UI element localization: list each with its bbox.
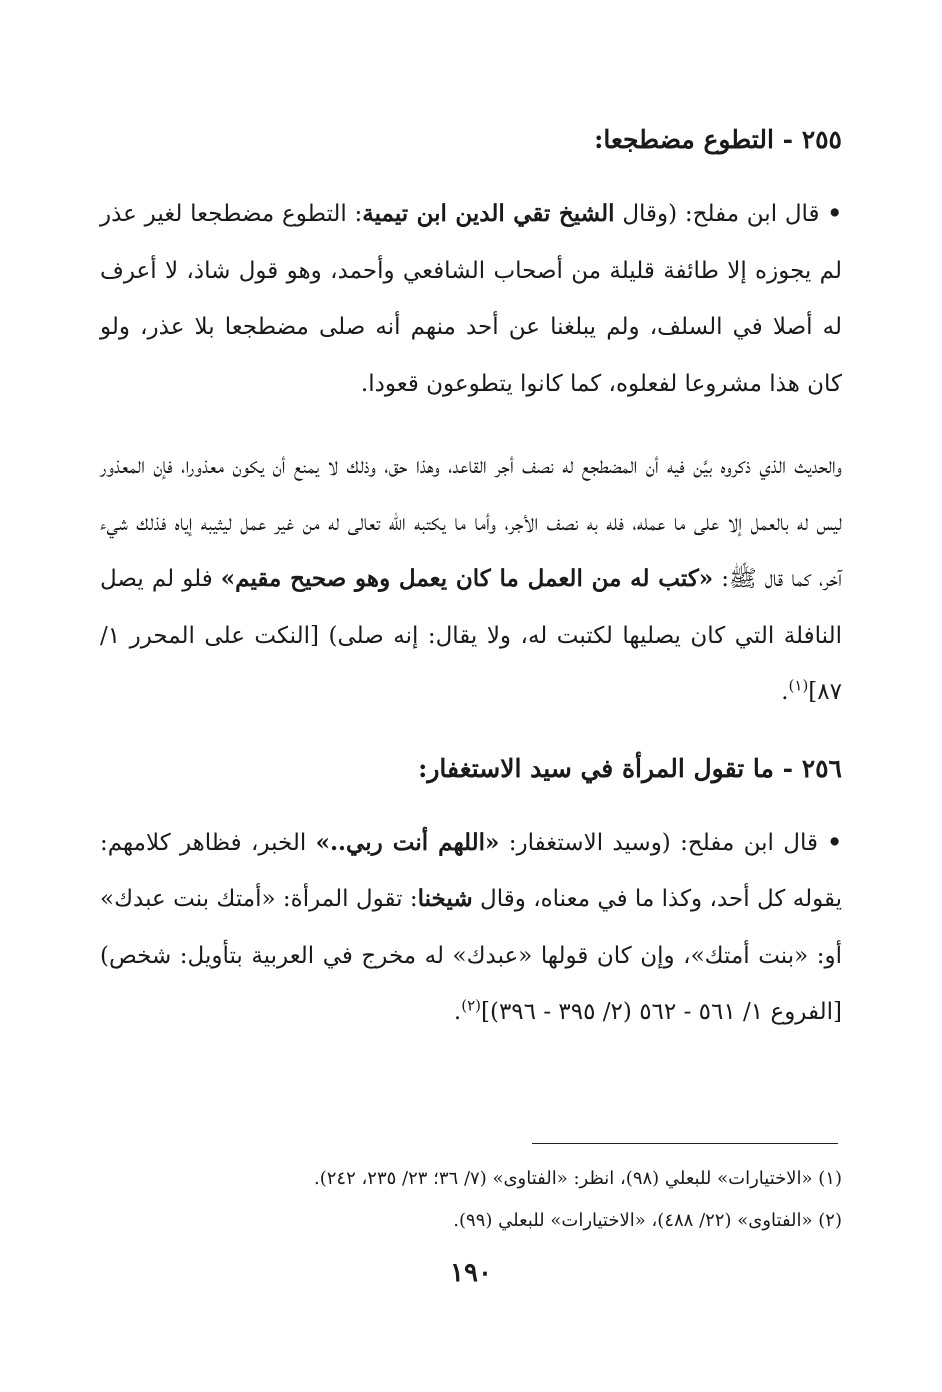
paragraph-end: . [781,679,789,705]
paragraph-text: فلو لم يصل النافلة التي كان يصليها لكتبت له، ولا يقال: إنه صلى) [النكت على المحرر ١/ ٨٧] [100,566,842,705]
page-number: ١٩٠ [450,1258,492,1288]
section-heading-256: ٢٥٦ - ما تقول المرأة في سيد الاستغفار: [418,753,842,783]
bullet-marker: • [827,200,843,227]
footnote-1: (١) «الاختيارات» للبعلي (٩٨)، انظر: «الفتاوى» (٧/ ٣٦؛ ٢٣/ ٢٣٥، ٢٤٢). [313,1168,842,1189]
paragraph-255-hadith [100,438,842,721]
paragraph-text: قال ابن مفلح: (وسيد الاستغفار: [499,829,818,856]
paragraph-text: والحديث الذي ذكروه بيَّن فيه أن المضطجع له نصف أجر القاعد، وهذا حق، وذلك لا يمنع أن يكون معذورا، فإن المعذور ليس له بالعمل إلا على ما عمله، فله به نصف الأجر، وأما ما يكتبه الله تعالى له من غير عمل ليثيبه إياه فذلك شيء آخر، كما قال ﷺ: [100,453,842,592]
bold-shaykh: شيخنا [417,885,473,912]
paragraph-255-quote [100,186,842,412]
bold-dua-quote: «اللهم أنت ربي..» [315,828,500,856]
paragraph-end: . [453,999,462,1025]
paragraph-text: : التطوع مضطجعا لغير عذر لم يجوزه إلا طائفة قليلة من أصحاب الشافعي وأحمد، وهو قول شاذ، لا أعرف له أصلا في السلف، ولم يبلغنا عن أحد منهم أنه صلى مضطجعا بلا عذر، ولو كان هذا مشروعا لفعلوه، كما كانوا يتطوعون قعودا. [100,201,842,397]
paragraph-256-quote [100,815,842,1041]
footnote-2: (٢) «الفتاوى» (٢٢/ ٤٨٨)، «الاختيارات» للبعلي (٩٩). [453,1210,842,1231]
footnotes [100,1158,842,1242]
footnote-reference-2[interactable]: (٢) [461,996,481,1015]
page-body [100,118,842,1067]
paragraph-text: الخبر، فظاهر كلامهم: يقوله كل أحد، وكذا ما في معناه، وقال [100,829,842,912]
paragraph-text: قال ابن مفلح: (وقال [614,201,820,227]
section-heading-255: ٢٥٥ - التطوع مضطجعا: [594,125,842,154]
paragraph-text: : تقول المرأة: «أمتك بنت عبدك» أو: «بنت أمتك»، وإن كان قولها «عبدك» له مخرج في العربية بتأويل: شخص) [الفروع ١/ ٥٦١ - ٥٦٢ (٢/ ٣٩٥ - ٣٩٦)] [100,886,842,1025]
bullet-marker: • [827,828,842,856]
bold-name: الشيخ تقي الدين ابن تيمية [362,200,615,227]
footnote-divider [532,1143,838,1144]
footnote-reference-1[interactable]: (١) [788,676,809,695]
bold-hadith-quote: «كتب له من العمل ما كان يعمل وهو صحيح مقيم» [220,565,714,592]
